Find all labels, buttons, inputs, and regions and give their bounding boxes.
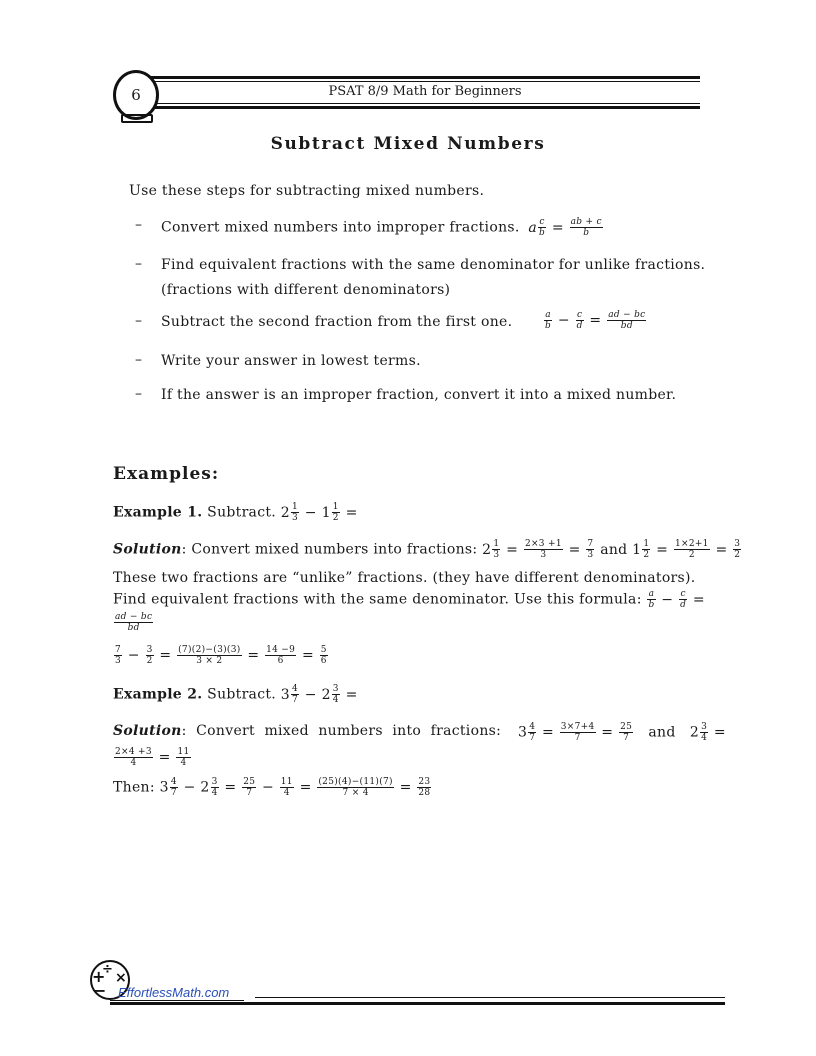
examples-heading: Examples: — [113, 464, 220, 484]
bullet-dash: – — [135, 217, 142, 233]
intro-text: Use these steps for subtracting mixed numbers. — [129, 183, 485, 199]
footer-rule-thick — [110, 1002, 725, 1005]
formula-subtract: $\frac{a}{b}$ − $\frac{c}{d}$ = $\frac{ad - bc}{bd}$ — [545, 310, 646, 331]
step-5: If the answer is an improper fraction, convert it into a mixed number. — [161, 387, 677, 403]
bullet-dash: – — [135, 352, 142, 368]
example-2-prompt — [113, 684, 358, 705]
formula-mixed-to-improper: a $\frac{c}{b}$ = $\frac{ab + c}{b}$ — [528, 217, 602, 238]
bullet-dash: – — [135, 256, 142, 272]
example-1-work: $\frac{7}{3}$ − $\frac{3}{2}$ = $\frac{(7)(2)-(3)(3)}{3 \times 2}$ = $\frac{14 -9}{6}$ = $\frac{5}{6}$ — [115, 645, 327, 666]
example-1-conversion: 2 $\frac{1}{3}$ = $\frac{2\times 3 +1}{3}$ = $\frac{7}{3}$ and 1 $\frac{1}{2}$ = $\frac{1\times 2+1}{2}$ = $\frac{3}{2}$ — [482, 539, 741, 560]
example-1-solution-label: Solution — [113, 541, 182, 558]
footer-rule-short — [110, 1000, 244, 1001]
header-rule-bottom-thick — [140, 106, 700, 109]
example-2-verb: Subtract. — [207, 686, 277, 703]
example-1-label: Example 1. — [113, 504, 203, 521]
page-title: Subtract Mixed Numbers — [270, 134, 546, 154]
example-1-line3 — [113, 589, 705, 610]
svg-text:+: + — [92, 967, 106, 986]
example-1-formula-part1: $\frac{a}{b}$ − $\frac{c}{d}$ = — [648, 589, 705, 610]
header-rule-top-thin — [140, 81, 700, 82]
example-2-solution-text: : Convert mixed numbers into fractions: — [181, 723, 502, 739]
then-word: Then: — [113, 779, 155, 796]
header-rule-top — [140, 76, 700, 79]
example-1-solution — [113, 539, 742, 560]
svg-text:−: − — [93, 981, 107, 1000]
svg-text:×: × — [115, 970, 127, 986]
step-2: Find equivalent fractions with the same denominator for unlike fractions. — [161, 257, 706, 273]
example-1-prompt — [113, 502, 358, 523]
step-4: Write your answer in lowest terms. — [161, 353, 421, 369]
svg-text:÷: ÷ — [102, 962, 113, 977]
badge-stand-icon — [121, 114, 153, 123]
example-2-label: Example 2. — [113, 686, 203, 703]
footer-rule-thin — [255, 997, 725, 998]
step-3: Subtract the second fraction from the first one. — [161, 314, 513, 330]
and-word: and — [648, 724, 676, 741]
header-rule-bottom — [140, 103, 700, 104]
page-number: 6 — [131, 86, 141, 104]
step-1-text: Convert mixed numbers into improper fractions. — [161, 219, 520, 236]
example-1-verb: Subtract. — [207, 504, 277, 521]
example-1-line3-text: Find equivalent fractions with the same denominator. Use this formula: — [113, 591, 642, 608]
step-1 — [161, 217, 604, 238]
footer-site-link[interactable]: EffortlessMath.com — [118, 985, 230, 1000]
bullet-dash: – — [135, 386, 142, 402]
and-word: and — [600, 541, 628, 558]
step-2-note: (fractions with different denominators) — [161, 282, 451, 298]
book-title: PSAT 8/9 Math for Beginners — [328, 84, 522, 99]
example-1-expression: 2 $\frac{1}{3}$ − 1 $\frac{1}{2}$ = — [280, 502, 358, 523]
example-2-conversion-cont: $\frac{2\times 4 +3}{4}$ = $\frac{11}{4}$ — [115, 747, 190, 768]
example-2-expression: 3 $\frac{4}{7}$ − 2 $\frac{3}{4}$ = — [280, 684, 358, 705]
example-1-solution-text: : Convert mixed numbers into fractions: — [181, 541, 478, 558]
bullet-dash: – — [135, 313, 142, 329]
example-2-solution-label: Solution — [113, 723, 182, 739]
example-1-line2: These two fractions are “unlike” fractions. (they have different denominators). — [113, 570, 696, 586]
example-1-formula-part2: $\frac{ad - bc}{bd}$ — [115, 612, 153, 633]
example-2-solution — [113, 722, 726, 743]
example-2-work: Then: 3 $\frac{4}{7}$ − 2 $\frac{3}{4}$ = $\frac{25}{7}$ − $\frac{11}{4}$ = $\frac{(25)(4)-(11)(7)}{7 \times 4}$ = $\frac{23}{28}$ — [113, 777, 431, 798]
example-2-conversion: 3 $\frac{4}{7}$ = $\frac{3\times 7+4}{7}$ = $\frac{25}{7}$ and 2 $\frac{3}{4}$ = — [518, 722, 726, 743]
